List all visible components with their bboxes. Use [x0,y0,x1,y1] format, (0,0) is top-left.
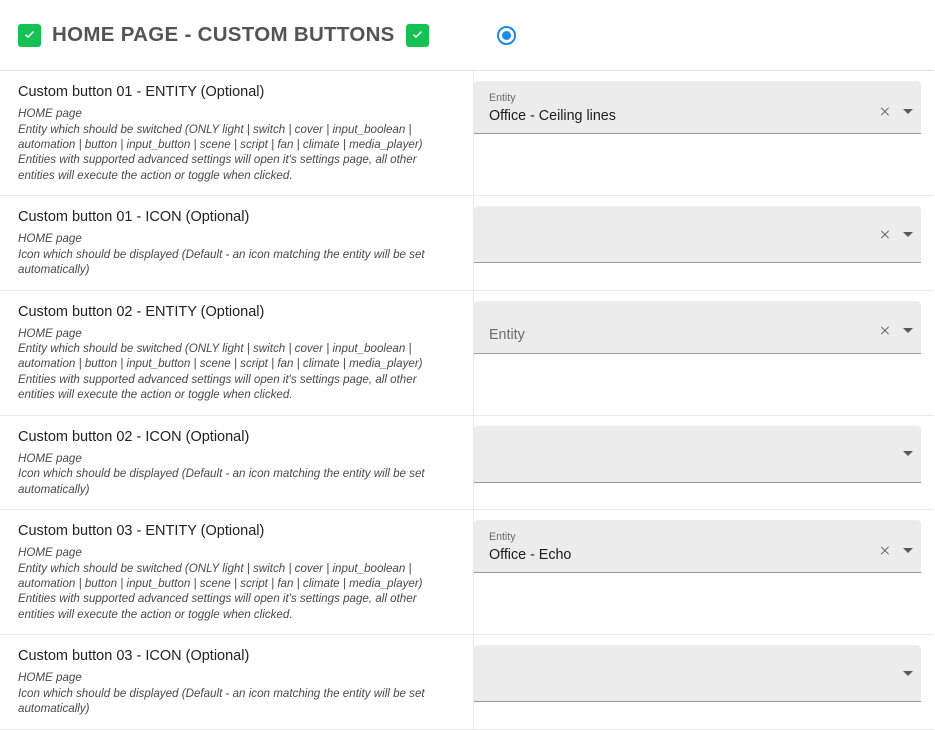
field-icons [903,451,913,456]
chevron-down-icon[interactable] [903,328,913,333]
table-row [0,510,934,635]
header-checkbox-right[interactable] [406,24,429,47]
field-text [489,93,877,133]
field-title: Custom button 01 - ENTITY (Optional) [18,84,265,100]
field-description-note: Entities with supported advanced settings will open it's settings page, all other entities will execute the action or toggle when clicked. [18,372,417,402]
field-text [489,230,877,239]
field-description-lead: HOME page [18,451,82,465]
field-description-note: Entities with supported advanced settings will open it's settings page, all other entities will execute the action or toggle when clicked. [18,153,417,182]
field-description-lead: HOME page [18,671,82,685]
field-text [489,327,877,352]
table-row [0,635,934,729]
chevron-down-icon[interactable] [903,109,913,114]
row-input-cell [474,510,935,634]
header-radio-button[interactable] [497,26,516,45]
entity-select-2[interactable] [474,301,921,354]
field-text [489,532,877,572]
field-description-note: Entities with supported advanced settings will open it's settings page, all other entities will execute the action or toggle when clicked. [18,592,417,621]
row-input-cell [474,196,935,289]
field-description-body: Entity which should be switched (ONLY light | switch | cover | input_boolean | automation | button | input_button | scene | script | fan | climate | media_player) [18,122,423,151]
entity-select-1[interactable] [474,81,921,134]
field-description-lead: HOME page [18,326,82,340]
row-input-cell [474,291,935,415]
field-description-lead: HOME page [18,546,82,560]
row-input-cell [474,635,935,728]
field-title: Custom button 02 - ICON (Optional) [18,428,250,445]
field-title: Custom button 03 - ENTITY (Optional) [18,523,265,539]
field-text [489,669,903,678]
field-description-body: Icon which should be displayed (Default - an icon matching the entity will be set automatically) [18,686,425,716]
page-title: HOME PAGE - CUSTOM BUTTONS [52,23,395,46]
field-description [18,326,449,403]
field-placeholder: Entity [489,327,525,344]
chevron-down-icon[interactable] [903,451,913,456]
field-title: Custom button 02 - ENTITY (Optional) [18,303,265,320]
table-row [0,196,934,290]
field-description [18,545,449,622]
row-label-cell [0,291,474,415]
field-float-label: Entity [489,91,516,104]
row-input-cell [474,71,935,195]
table-row [0,416,934,510]
row-label-cell [0,196,474,289]
row-label-cell [0,416,474,509]
field-description [18,451,449,497]
field-description-lead: HOME page [18,107,82,121]
chevron-down-icon[interactable] [903,671,913,676]
field-title: Custom button 03 - ICON (Optional) [18,648,250,665]
row-input-cell [474,416,935,509]
chevron-down-icon[interactable] [903,548,913,553]
field-description-body: Entity which should be switched (ONLY light | switch | cover | input_boolean | automation | button | input_button | scene | script | fan | climate | media_player) [18,342,423,371]
table-row [0,71,934,196]
field-title: Custom button 01 - ICON (Optional) [18,209,250,226]
radio-inner-dot [502,31,511,40]
field-icons [877,226,913,242]
field-value: Office - Ceiling lines [489,107,616,124]
table-row [0,291,934,416]
field-description [18,231,449,277]
field-float-label: Entity [489,530,516,543]
row-label-cell [0,71,474,195]
field-description-body: Entity which should be switched (ONLY light | switch | cover | input_boolean | automation | button | input_button | scene | script | fan | climate | media_player) [18,561,423,590]
radio-outer-ring [497,26,516,45]
settings-rows [0,71,934,730]
field-icons [877,542,913,572]
row-label-cell [0,635,474,728]
row-label-cell [0,510,474,634]
icon-select-1[interactable] [474,206,921,263]
chevron-down-icon[interactable] [903,232,913,237]
field-text [489,449,903,458]
clear-icon[interactable] [877,226,893,242]
field-icons [877,103,913,133]
field-description [18,670,449,716]
field-description-lead: HOME page [18,232,82,246]
field-description-body: Icon which should be displayed (Default - an icon matching the entity will be set automatically) [18,247,425,277]
field-icons [903,671,913,676]
clear-icon[interactable] [877,103,893,119]
icon-select-2[interactable] [474,426,921,483]
field-icons [877,323,913,353]
clear-icon[interactable] [877,323,893,339]
entity-select-3[interactable] [474,520,921,573]
header-checkbox-left[interactable] [18,24,41,47]
clear-icon[interactable] [877,542,893,558]
icon-select-3[interactable] [474,645,921,702]
field-description-body: Icon which should be displayed (Default - an icon matching the entity will be set automatically) [18,467,425,496]
field-value: Office - Echo [489,546,572,563]
field-description [18,106,449,183]
page-header [0,0,934,71]
